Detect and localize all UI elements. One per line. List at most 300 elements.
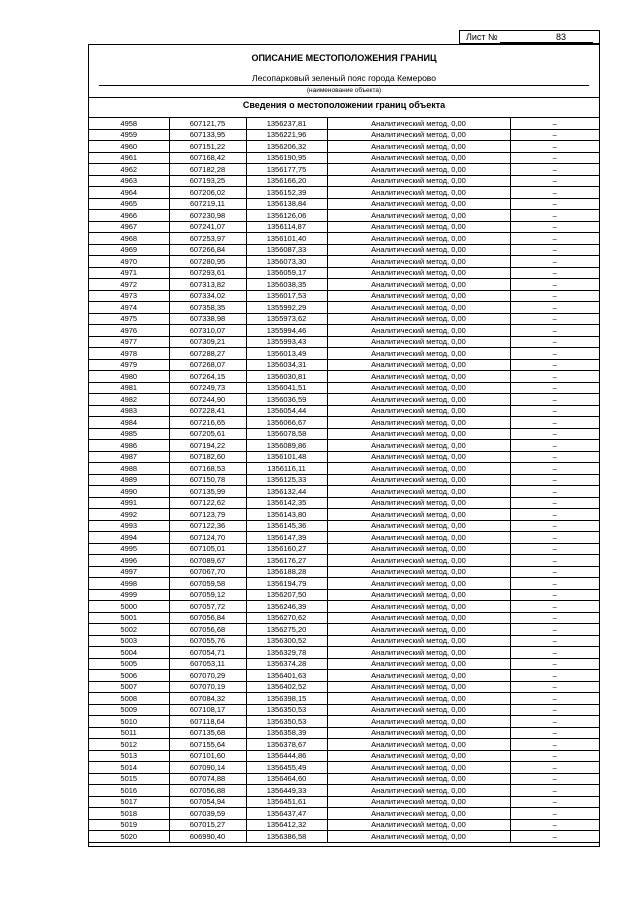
method-cell: Аналитический метод, 0,00 xyxy=(327,302,510,314)
method-cell: Аналитический метод, 0,00 xyxy=(327,244,510,256)
x-coordinate-cell: 607108,17 xyxy=(169,704,246,716)
table-row xyxy=(89,175,599,187)
y-coordinate-cell: 1356270,62 xyxy=(246,612,327,624)
remark-cell: – xyxy=(510,773,599,785)
y-coordinate-cell: 1356194,79 xyxy=(246,578,327,590)
table-row xyxy=(89,704,599,716)
x-coordinate-cell: 607122,62 xyxy=(169,497,246,509)
y-coordinate-cell: 1356160,27 xyxy=(246,543,327,555)
x-coordinate-cell: 607155,64 xyxy=(169,739,246,751)
remark-cell: – xyxy=(510,555,599,567)
table-row xyxy=(89,348,599,360)
method-cell: Аналитический метод, 0,00 xyxy=(327,198,510,210)
y-coordinate-cell: 1356449,33 xyxy=(246,785,327,797)
method-cell: Аналитический метод, 0,00 xyxy=(327,670,510,682)
remark-cell: – xyxy=(510,785,599,797)
object-name-underline xyxy=(99,85,589,86)
remark-cell: – xyxy=(510,647,599,659)
point-number-cell: 5000 xyxy=(89,601,169,613)
method-cell: Аналитический метод, 0,00 xyxy=(327,267,510,279)
y-coordinate-cell: 1356030,81 xyxy=(246,371,327,383)
x-coordinate-cell: 607151,22 xyxy=(169,141,246,153)
method-cell: Аналитический метод, 0,00 xyxy=(327,727,510,739)
table-row xyxy=(89,670,599,682)
table-row xyxy=(89,796,599,808)
x-coordinate-cell: 607124,70 xyxy=(169,532,246,544)
method-cell: Аналитический метод, 0,00 xyxy=(327,290,510,302)
remark-cell: – xyxy=(510,831,599,843)
table-row xyxy=(89,612,599,624)
method-cell: Аналитический метод, 0,00 xyxy=(327,566,510,578)
method-cell: Аналитический метод, 0,00 xyxy=(327,578,510,590)
x-coordinate-cell: 607219,11 xyxy=(169,198,246,210)
y-coordinate-cell: 1356101,40 xyxy=(246,233,327,245)
remark-cell: – xyxy=(510,359,599,371)
table-row xyxy=(89,394,599,406)
method-cell: Аналитический метод, 0,00 xyxy=(327,313,510,325)
remark-cell: – xyxy=(510,520,599,532)
x-coordinate-cell: 607054,94 xyxy=(169,796,246,808)
table-row xyxy=(89,359,599,371)
point-number-cell: 4961 xyxy=(89,152,169,164)
table-row xyxy=(89,555,599,567)
y-coordinate-cell: 1356188,28 xyxy=(246,566,327,578)
method-cell: Аналитический метод, 0,00 xyxy=(327,716,510,728)
method-cell: Аналитический метод, 0,00 xyxy=(327,750,510,762)
method-cell: Аналитический метод, 0,00 xyxy=(327,279,510,291)
method-cell: Аналитический метод, 0,00 xyxy=(327,647,510,659)
y-coordinate-cell: 1356177,75 xyxy=(246,164,327,176)
method-cell: Аналитический метод, 0,00 xyxy=(327,233,510,245)
x-coordinate-cell: 607059,12 xyxy=(169,589,246,601)
method-cell: Аналитический метод, 0,00 xyxy=(327,808,510,820)
x-coordinate-cell: 607070,29 xyxy=(169,670,246,682)
point-number-cell: 4987 xyxy=(89,451,169,463)
remark-cell: – xyxy=(510,118,599,129)
method-cell: Аналитический метод, 0,00 xyxy=(327,635,510,647)
y-coordinate-cell: 1356034,31 xyxy=(246,359,327,371)
method-cell: Аналитический метод, 0,00 xyxy=(327,497,510,509)
point-number-cell: 5011 xyxy=(89,727,169,739)
method-cell: Аналитический метод, 0,00 xyxy=(327,210,510,222)
remark-cell: – xyxy=(510,187,599,199)
point-number-cell: 4972 xyxy=(89,279,169,291)
y-coordinate-cell: 1356142,35 xyxy=(246,497,327,509)
point-number-cell: 4971 xyxy=(89,267,169,279)
remark-cell: – xyxy=(510,486,599,498)
remark-cell: – xyxy=(510,256,599,268)
point-number-cell: 5020 xyxy=(89,831,169,843)
x-coordinate-cell: 607133,95 xyxy=(169,129,246,141)
x-coordinate-cell: 607090,14 xyxy=(169,762,246,774)
remark-cell: – xyxy=(510,658,599,670)
remark-cell: – xyxy=(510,589,599,601)
document-title: ОПИСАНИЕ МЕСТОПОЛОЖЕНИЯ ГРАНИЦ xyxy=(251,53,437,63)
y-coordinate-cell: 1356166,20 xyxy=(246,175,327,187)
table-row xyxy=(89,520,599,532)
x-coordinate-cell: 607105,01 xyxy=(169,543,246,555)
point-number-cell: 4968 xyxy=(89,233,169,245)
table-row xyxy=(89,601,599,613)
x-coordinate-cell: 607039,59 xyxy=(169,808,246,820)
remark-cell: – xyxy=(510,808,599,820)
x-coordinate-cell: 607334,02 xyxy=(169,290,246,302)
x-coordinate-cell: 607084,32 xyxy=(169,693,246,705)
x-coordinate-cell: 607070,19 xyxy=(169,681,246,693)
remark-cell: – xyxy=(510,532,599,544)
method-cell: Аналитический метод, 0,00 xyxy=(327,129,510,141)
method-cell: Аналитический метод, 0,00 xyxy=(327,543,510,555)
point-number-cell: 4992 xyxy=(89,509,169,521)
method-cell: Аналитический метод, 0,00 xyxy=(327,175,510,187)
x-coordinate-cell: 607015,27 xyxy=(169,819,246,831)
table-row xyxy=(89,371,599,383)
point-number-cell: 4984 xyxy=(89,417,169,429)
table-row xyxy=(89,198,599,210)
remark-cell: – xyxy=(510,681,599,693)
method-cell: Аналитический метод, 0,00 xyxy=(327,440,510,452)
table-row xyxy=(89,325,599,337)
point-number-cell: 4990 xyxy=(89,486,169,498)
point-number-cell: 5009 xyxy=(89,704,169,716)
point-number-cell: 4978 xyxy=(89,348,169,360)
y-coordinate-cell: 1355973,62 xyxy=(246,313,327,325)
x-coordinate-cell: 607193,25 xyxy=(169,175,246,187)
y-coordinate-cell: 1356145,36 xyxy=(246,520,327,532)
y-coordinate-cell: 1356444,86 xyxy=(246,750,327,762)
method-cell: Аналитический метод, 0,00 xyxy=(327,382,510,394)
y-coordinate-cell: 1356329,78 xyxy=(246,647,327,659)
y-coordinate-cell: 1356300,52 xyxy=(246,635,327,647)
y-coordinate-cell: 1356464,60 xyxy=(246,773,327,785)
y-coordinate-cell: 1356386,58 xyxy=(246,831,327,843)
remark-cell: – xyxy=(510,198,599,210)
method-cell: Аналитический метод, 0,00 xyxy=(327,589,510,601)
x-coordinate-cell: 607244,90 xyxy=(169,394,246,406)
table-row xyxy=(89,336,599,348)
y-coordinate-cell: 1356221,96 xyxy=(246,129,327,141)
x-coordinate-cell: 607293,61 xyxy=(169,267,246,279)
method-cell: Аналитический метод, 0,00 xyxy=(327,474,510,486)
table-row xyxy=(89,624,599,636)
point-number-cell: 4960 xyxy=(89,141,169,153)
x-coordinate-cell: 607150,78 xyxy=(169,474,246,486)
y-coordinate-cell: 1356237,81 xyxy=(246,118,327,129)
table-row xyxy=(89,210,599,222)
y-coordinate-cell: 1356073,30 xyxy=(246,256,327,268)
table-row xyxy=(89,727,599,739)
point-number-cell: 4974 xyxy=(89,302,169,314)
table-row xyxy=(89,129,599,141)
point-number-cell: 4969 xyxy=(89,244,169,256)
table-row xyxy=(89,808,599,820)
x-coordinate-cell: 607067,70 xyxy=(169,566,246,578)
x-coordinate-cell: 607118,64 xyxy=(169,716,246,728)
y-coordinate-cell: 1356350,53 xyxy=(246,704,327,716)
point-number-cell: 4970 xyxy=(89,256,169,268)
x-coordinate-cell: 607338,98 xyxy=(169,313,246,325)
point-number-cell: 4979 xyxy=(89,359,169,371)
remark-cell: – xyxy=(510,497,599,509)
point-number-cell: 5015 xyxy=(89,773,169,785)
x-coordinate-cell: 607264,15 xyxy=(169,371,246,383)
method-cell: Аналитический метод, 0,00 xyxy=(327,405,510,417)
point-number-cell: 4996 xyxy=(89,555,169,567)
x-coordinate-cell: 607056,68 xyxy=(169,624,246,636)
point-number-cell: 4973 xyxy=(89,290,169,302)
y-coordinate-cell: 1356114,87 xyxy=(246,221,327,233)
x-coordinate-cell: 607182,60 xyxy=(169,451,246,463)
x-coordinate-cell: 607280,95 xyxy=(169,256,246,268)
method-cell: Аналитический метод, 0,00 xyxy=(327,486,510,498)
point-number-cell: 5008 xyxy=(89,693,169,705)
point-number-cell: 5013 xyxy=(89,750,169,762)
method-cell: Аналитический метод, 0,00 xyxy=(327,612,510,624)
y-coordinate-cell: 1356101,48 xyxy=(246,451,327,463)
y-coordinate-cell: 1356126,06 xyxy=(246,210,327,222)
table-row xyxy=(89,463,599,475)
point-number-cell: 4997 xyxy=(89,566,169,578)
table-row xyxy=(89,279,599,291)
remark-cell: – xyxy=(510,612,599,624)
remark-cell: – xyxy=(510,221,599,233)
x-coordinate-cell: 607089,67 xyxy=(169,555,246,567)
table-row xyxy=(89,785,599,797)
y-coordinate-cell: 1356374,28 xyxy=(246,658,327,670)
y-coordinate-cell: 1356378,67 xyxy=(246,739,327,751)
table-row xyxy=(89,509,599,521)
table-row xyxy=(89,474,599,486)
y-coordinate-cell: 1356041,51 xyxy=(246,382,327,394)
remark-cell: – xyxy=(510,750,599,762)
point-number-cell: 5014 xyxy=(89,762,169,774)
remark-cell: – xyxy=(510,716,599,728)
y-coordinate-cell: 1356455,49 xyxy=(246,762,327,774)
x-coordinate-cell: 607182,28 xyxy=(169,164,246,176)
y-coordinate-cell: 1356412,32 xyxy=(246,819,327,831)
remark-cell: – xyxy=(510,543,599,555)
method-cell: Аналитический метод, 0,00 xyxy=(327,796,510,808)
point-number-cell: 4982 xyxy=(89,394,169,406)
table-row xyxy=(89,566,599,578)
y-coordinate-cell: 1356207,50 xyxy=(246,589,327,601)
point-number-cell: 4981 xyxy=(89,382,169,394)
remark-cell: – xyxy=(510,417,599,429)
x-coordinate-cell: 607168,42 xyxy=(169,152,246,164)
method-cell: Аналитический метод, 0,00 xyxy=(327,336,510,348)
point-number-cell: 4985 xyxy=(89,428,169,440)
table-row xyxy=(89,141,599,153)
point-number-cell: 5004 xyxy=(89,647,169,659)
remark-cell: – xyxy=(510,428,599,440)
y-coordinate-cell: 1355994,46 xyxy=(246,325,327,337)
remark-cell: – xyxy=(510,463,599,475)
remark-cell: – xyxy=(510,233,599,245)
x-coordinate-cell: 606990,40 xyxy=(169,831,246,843)
remark-cell: – xyxy=(510,244,599,256)
method-cell: Аналитический метод, 0,00 xyxy=(327,359,510,371)
sheet-label: Лист № xyxy=(466,32,498,42)
y-coordinate-cell: 1356059,17 xyxy=(246,267,327,279)
y-coordinate-cell: 1356451,61 xyxy=(246,796,327,808)
section-divider xyxy=(89,97,599,98)
method-cell: Аналитический метод, 0,00 xyxy=(327,773,510,785)
table-row xyxy=(89,681,599,693)
point-number-cell: 5018 xyxy=(89,808,169,820)
point-number-cell: 4963 xyxy=(89,175,169,187)
y-coordinate-cell: 1356401,63 xyxy=(246,670,327,682)
method-cell: Аналитический метод, 0,00 xyxy=(327,658,510,670)
table-row xyxy=(89,658,599,670)
y-coordinate-cell: 1356402,52 xyxy=(246,681,327,693)
method-cell: Аналитический метод, 0,00 xyxy=(327,532,510,544)
sheet-number-box xyxy=(459,30,600,44)
point-number-cell: 4966 xyxy=(89,210,169,222)
method-cell: Аналитический метод, 0,00 xyxy=(327,681,510,693)
remark-cell: – xyxy=(510,474,599,486)
table-row xyxy=(89,256,599,268)
table-row xyxy=(89,532,599,544)
remark-cell: – xyxy=(510,566,599,578)
point-number-cell: 4983 xyxy=(89,405,169,417)
remark-cell: – xyxy=(510,141,599,153)
y-coordinate-cell: 1356038,35 xyxy=(246,279,327,291)
method-cell: Аналитический метод, 0,00 xyxy=(327,348,510,360)
table-row xyxy=(89,589,599,601)
point-number-cell: 4962 xyxy=(89,164,169,176)
y-coordinate-cell: 1355993,43 xyxy=(246,336,327,348)
point-number-cell: 4989 xyxy=(89,474,169,486)
table-row xyxy=(89,543,599,555)
table-row xyxy=(89,267,599,279)
y-coordinate-cell: 1356087,33 xyxy=(246,244,327,256)
y-coordinate-cell: 1356437,47 xyxy=(246,808,327,820)
point-number-cell: 4977 xyxy=(89,336,169,348)
x-coordinate-cell: 607122,36 xyxy=(169,520,246,532)
point-number-cell: 5017 xyxy=(89,796,169,808)
method-cell: Аналитический метод, 0,00 xyxy=(327,451,510,463)
table-row xyxy=(89,762,599,774)
x-coordinate-cell: 607206,02 xyxy=(169,187,246,199)
method-cell: Аналитический метод, 0,00 xyxy=(327,417,510,429)
point-number-cell: 4964 xyxy=(89,187,169,199)
y-coordinate-cell: 1356078,58 xyxy=(246,428,327,440)
remark-cell: – xyxy=(510,175,599,187)
point-number-cell: 4995 xyxy=(89,543,169,555)
table-row xyxy=(89,244,599,256)
point-number-cell: 5005 xyxy=(89,658,169,670)
remark-cell: – xyxy=(510,152,599,164)
x-coordinate-cell: 607135,99 xyxy=(169,486,246,498)
remark-cell: – xyxy=(510,279,599,291)
point-number-cell: 5016 xyxy=(89,785,169,797)
point-number-cell: 5001 xyxy=(89,612,169,624)
point-number-cell: 4994 xyxy=(89,532,169,544)
point-number-cell: 4980 xyxy=(89,371,169,383)
remark-cell: – xyxy=(510,509,599,521)
point-number-cell: 4993 xyxy=(89,520,169,532)
y-coordinate-cell: 1356036,59 xyxy=(246,394,327,406)
point-number-cell: 5007 xyxy=(89,681,169,693)
table-row xyxy=(89,118,599,129)
point-number-cell: 4967 xyxy=(89,221,169,233)
method-cell: Аналитический метод, 0,00 xyxy=(327,221,510,233)
y-coordinate-cell: 1356398,15 xyxy=(246,693,327,705)
y-coordinate-cell: 1356246,39 xyxy=(246,601,327,613)
point-number-cell: 5012 xyxy=(89,739,169,751)
table-row xyxy=(89,497,599,509)
y-coordinate-cell: 1356054,44 xyxy=(246,405,327,417)
x-coordinate-cell: 607253,97 xyxy=(169,233,246,245)
x-coordinate-cell: 607056,84 xyxy=(169,612,246,624)
x-coordinate-cell: 607057,72 xyxy=(169,601,246,613)
table-row xyxy=(89,164,599,176)
x-coordinate-cell: 607123,79 xyxy=(169,509,246,521)
table-row xyxy=(89,635,599,647)
y-coordinate-cell: 1356132,44 xyxy=(246,486,327,498)
document-header xyxy=(89,45,599,118)
table-row xyxy=(89,739,599,751)
coordinates-table xyxy=(89,118,599,843)
table-row xyxy=(89,693,599,705)
object-caption: (наименование объекта) xyxy=(306,87,382,94)
point-number-cell: 5010 xyxy=(89,716,169,728)
y-coordinate-cell: 1356152,39 xyxy=(246,187,327,199)
x-coordinate-cell: 607194,22 xyxy=(169,440,246,452)
table-row xyxy=(89,428,599,440)
remark-cell: – xyxy=(510,796,599,808)
x-coordinate-cell: 607310,07 xyxy=(169,325,246,337)
point-number-cell: 4991 xyxy=(89,497,169,509)
y-coordinate-cell: 1356358,39 xyxy=(246,727,327,739)
method-cell: Аналитический метод, 0,00 xyxy=(327,256,510,268)
x-coordinate-cell: 607268,07 xyxy=(169,359,246,371)
table-row xyxy=(89,819,599,831)
remark-cell: – xyxy=(510,290,599,302)
method-cell: Аналитический метод, 0,00 xyxy=(327,601,510,613)
y-coordinate-cell: 1356143,80 xyxy=(246,509,327,521)
remark-cell: – xyxy=(510,762,599,774)
method-cell: Аналитический метод, 0,00 xyxy=(327,325,510,337)
table-row xyxy=(89,382,599,394)
x-coordinate-cell: 607309,21 xyxy=(169,336,246,348)
table-row xyxy=(89,716,599,728)
remark-cell: – xyxy=(510,210,599,222)
remark-cell: – xyxy=(510,704,599,716)
y-coordinate-cell: 1356147,39 xyxy=(246,532,327,544)
method-cell: Аналитический метод, 0,00 xyxy=(327,118,510,129)
table-row xyxy=(89,578,599,590)
method-cell: Аналитический метод, 0,00 xyxy=(327,463,510,475)
method-cell: Аналитический метод, 0,00 xyxy=(327,785,510,797)
method-cell: Аналитический метод, 0,00 xyxy=(327,394,510,406)
remark-cell: – xyxy=(510,336,599,348)
object-name: Лесопарковый зеленый пояс города Кемерово xyxy=(252,73,436,83)
table-row xyxy=(89,221,599,233)
y-coordinate-cell: 1356176,27 xyxy=(246,555,327,567)
remark-cell: – xyxy=(510,578,599,590)
table-row xyxy=(89,233,599,245)
method-cell: Аналитический метод, 0,00 xyxy=(327,509,510,521)
point-number-cell: 5003 xyxy=(89,635,169,647)
table-row xyxy=(89,750,599,762)
method-cell: Аналитический метод, 0,00 xyxy=(327,428,510,440)
x-coordinate-cell: 607135,68 xyxy=(169,727,246,739)
point-number-cell: 4965 xyxy=(89,198,169,210)
remark-cell: – xyxy=(510,670,599,682)
document-frame xyxy=(88,44,600,847)
x-coordinate-cell: 607241,07 xyxy=(169,221,246,233)
